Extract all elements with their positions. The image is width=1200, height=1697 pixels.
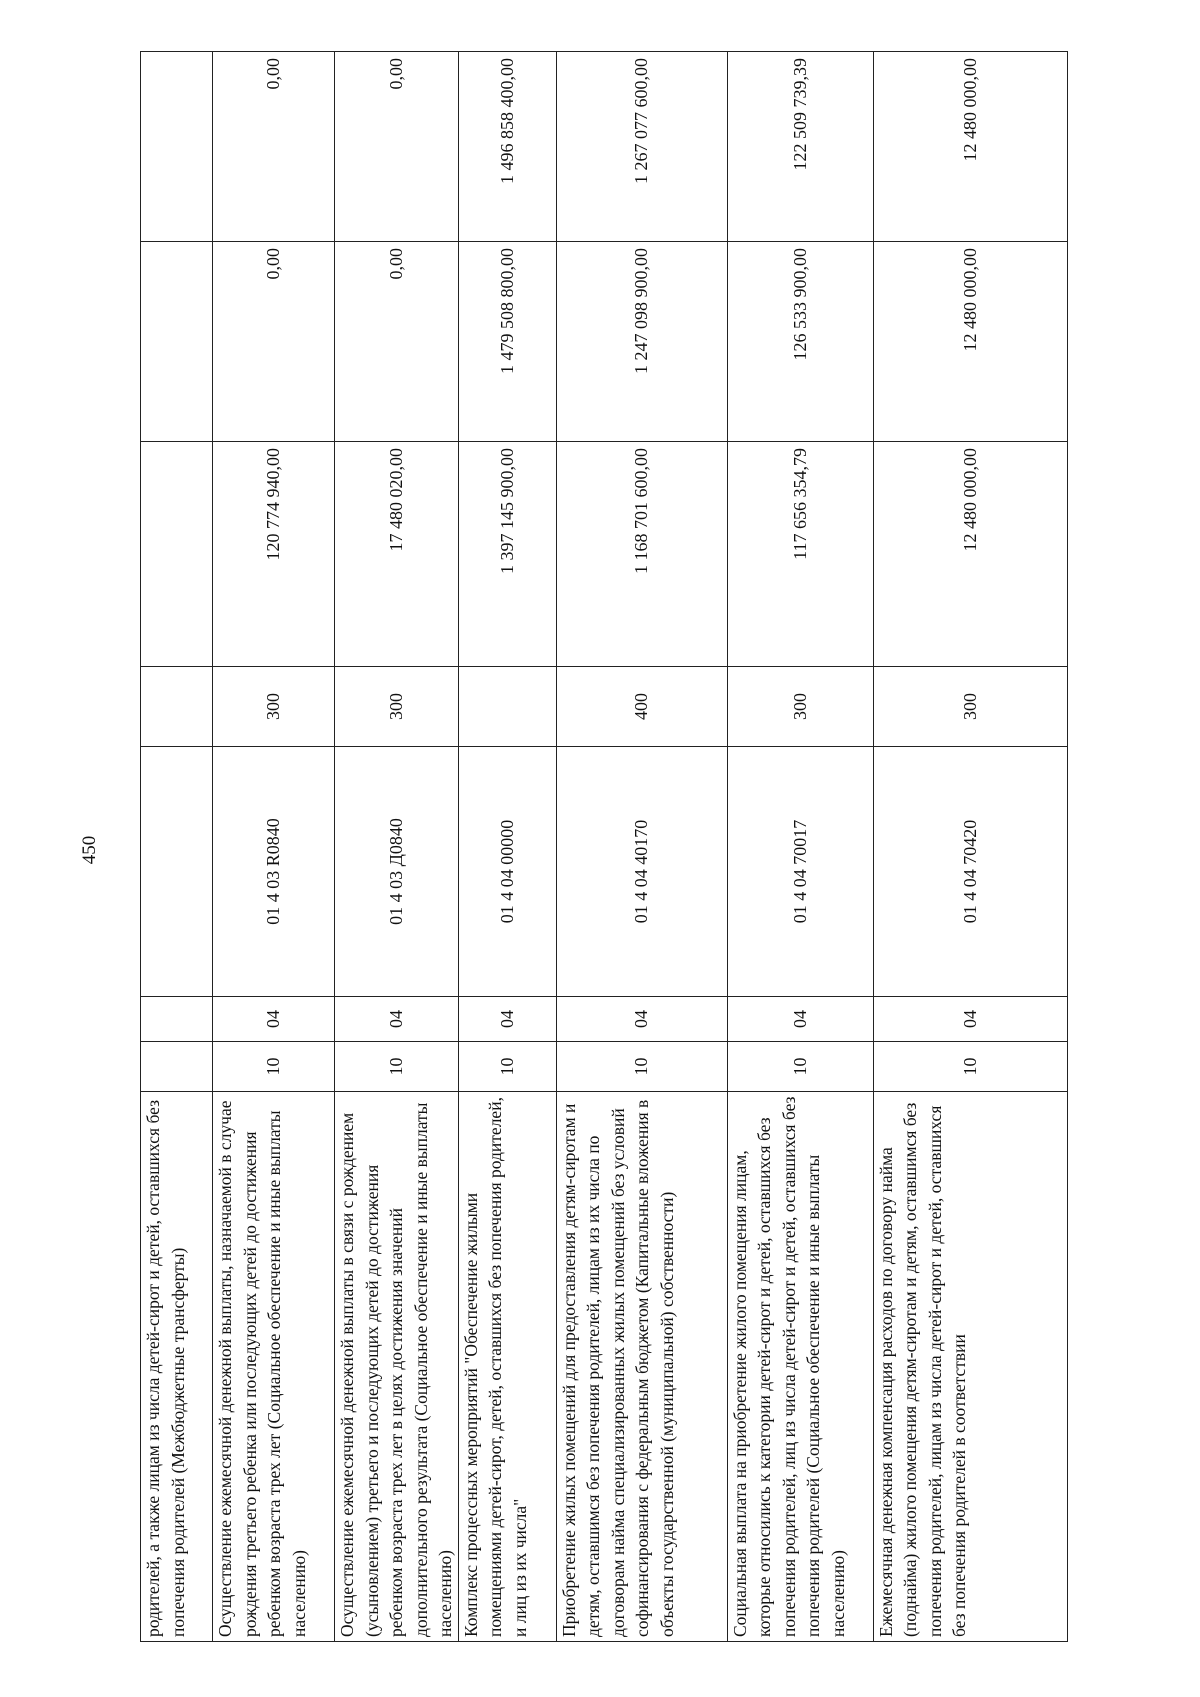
amount-year-1: 1 168 701 600,00 — [556, 442, 727, 667]
expense-type-code: 400 — [556, 667, 727, 747]
section-code: 10 — [213, 1042, 335, 1092]
expense-type-code: 300 — [727, 667, 873, 747]
section-code: 10 — [727, 1042, 873, 1092]
subsection-code — [141, 997, 213, 1042]
target-article-code: 01 4 03 R0840 — [213, 747, 335, 997]
amount-year-3: 1 267 077 600,00 — [556, 52, 727, 242]
row-description: Осуществление ежемесячной денежной выплаты, назначаемой в случае рождения третьего ребенка или последующих детей до достижения ребенком возраста трех лет (Социальное обеспечение и иные выплаты населению) — [213, 1092, 335, 1642]
row-description: родителей, а также лицам из числа детей-сирот и детей, оставшихся без попечения родителей (Межбюджетные трансферты) — [141, 1092, 213, 1642]
amount-year-1: 1 397 145 900,00 — [458, 442, 556, 667]
row-description: Ежемесячная денежная компенсация расходов по договору найма (поднайма) жилого помещения детям-сиротам и детям, оставшимся без попечения родителей, лицам из числа детей-сирот и детей, оставшихся без попечения родителей в соответствии — [873, 1092, 1067, 1642]
table-row — [213, 52, 335, 1642]
amount-year-2: 126 533 900,00 — [727, 242, 873, 442]
table-row — [458, 52, 556, 1642]
subsection-code: 04 — [335, 997, 459, 1042]
expense-type-code: 300 — [213, 667, 335, 747]
table-row — [335, 52, 459, 1642]
amount-year-1: 17 480 020,00 — [335, 442, 459, 667]
amount-year-3: 0,00 — [213, 52, 335, 242]
section-code: 10 — [556, 1042, 727, 1092]
budget-table — [140, 51, 1068, 1642]
expense-type-code: 300 — [873, 667, 1067, 747]
row-description: Приобретение жилых помещений для предоставления детям-сиротам и детям, оставшимся без попечения родителей, лицам из их числа по договорам найма специализированных жилых помещений без условий софинансирования с федеральным бюджетом (Капитальные вложения в объекты государственной (муниципальной) собственности) — [556, 1092, 727, 1642]
amount-year-2: 1 247 098 900,00 — [556, 242, 727, 442]
subsection-code: 04 — [873, 997, 1067, 1042]
target-article-code: 01 4 03 Д0840 — [335, 747, 459, 997]
section-code: 10 — [335, 1042, 459, 1092]
row-description: Осуществление ежемесячной денежной выплаты в связи с рождением (усыновлением) третьего и последующих детей до достижения ребенком возраста трех лет в целях достижения значений дополнительного результата (Социальное обеспечение и иные выплаты населению) — [335, 1092, 459, 1642]
budget-table-container — [140, 52, 1065, 1642]
amount-year-3 — [141, 52, 213, 242]
target-article-code: 01 4 04 70420 — [873, 747, 1067, 997]
expense-type-code: 300 — [335, 667, 459, 747]
target-article-code: 01 4 04 40170 — [556, 747, 727, 997]
subsection-code: 04 — [213, 997, 335, 1042]
amount-year-3: 122 509 739,39 — [727, 52, 873, 242]
amount-year-1: 120 774 940,00 — [213, 442, 335, 667]
expense-type-code — [458, 667, 556, 747]
table-row — [556, 52, 727, 1642]
table-row — [727, 52, 873, 1642]
amount-year-2: 12 480 000,00 — [873, 242, 1067, 442]
amount-year-2: 0,00 — [213, 242, 335, 442]
subsection-code: 04 — [727, 997, 873, 1042]
amount-year-2: 1 479 508 800,00 — [458, 242, 556, 442]
page-number: 450 — [79, 835, 100, 865]
amount-year-3: 1 496 858 400,00 — [458, 52, 556, 242]
section-code: 10 — [458, 1042, 556, 1092]
target-article-code: 01 4 04 00000 — [458, 747, 556, 997]
target-article-code: 01 4 04 70017 — [727, 747, 873, 997]
amount-year-1: 117 656 354,79 — [727, 442, 873, 667]
amount-year-3: 12 480 000,00 — [873, 52, 1067, 242]
amount-year-3: 0,00 — [335, 52, 459, 242]
expense-type-code — [141, 667, 213, 747]
section-code — [141, 1042, 213, 1092]
target-article-code — [141, 747, 213, 997]
row-description: Комплекс процессных мероприятий "Обеспечение жилыми помещениями детей-сирот, детей, оставшихся без попечения родителей, и лиц из их числа" — [458, 1092, 556, 1642]
table-row — [141, 52, 213, 1642]
subsection-code: 04 — [458, 997, 556, 1042]
amount-year-1 — [141, 442, 213, 667]
amount-year-2 — [141, 242, 213, 442]
row-description: Социальная выплата на приобретение жилого помещения лицам, которые относились к категории детей-сирот и детей, оставшихся без попечения родителей, лиц из числа детей-сирот и детей, оставшихся без попечения родителей (Социальное обеспечение и иные выплаты населению) — [727, 1092, 873, 1642]
section-code: 10 — [873, 1042, 1067, 1092]
table-row — [873, 52, 1067, 1642]
subsection-code: 04 — [556, 997, 727, 1042]
amount-year-2: 0,00 — [335, 242, 459, 442]
amount-year-1: 12 480 000,00 — [873, 442, 1067, 667]
